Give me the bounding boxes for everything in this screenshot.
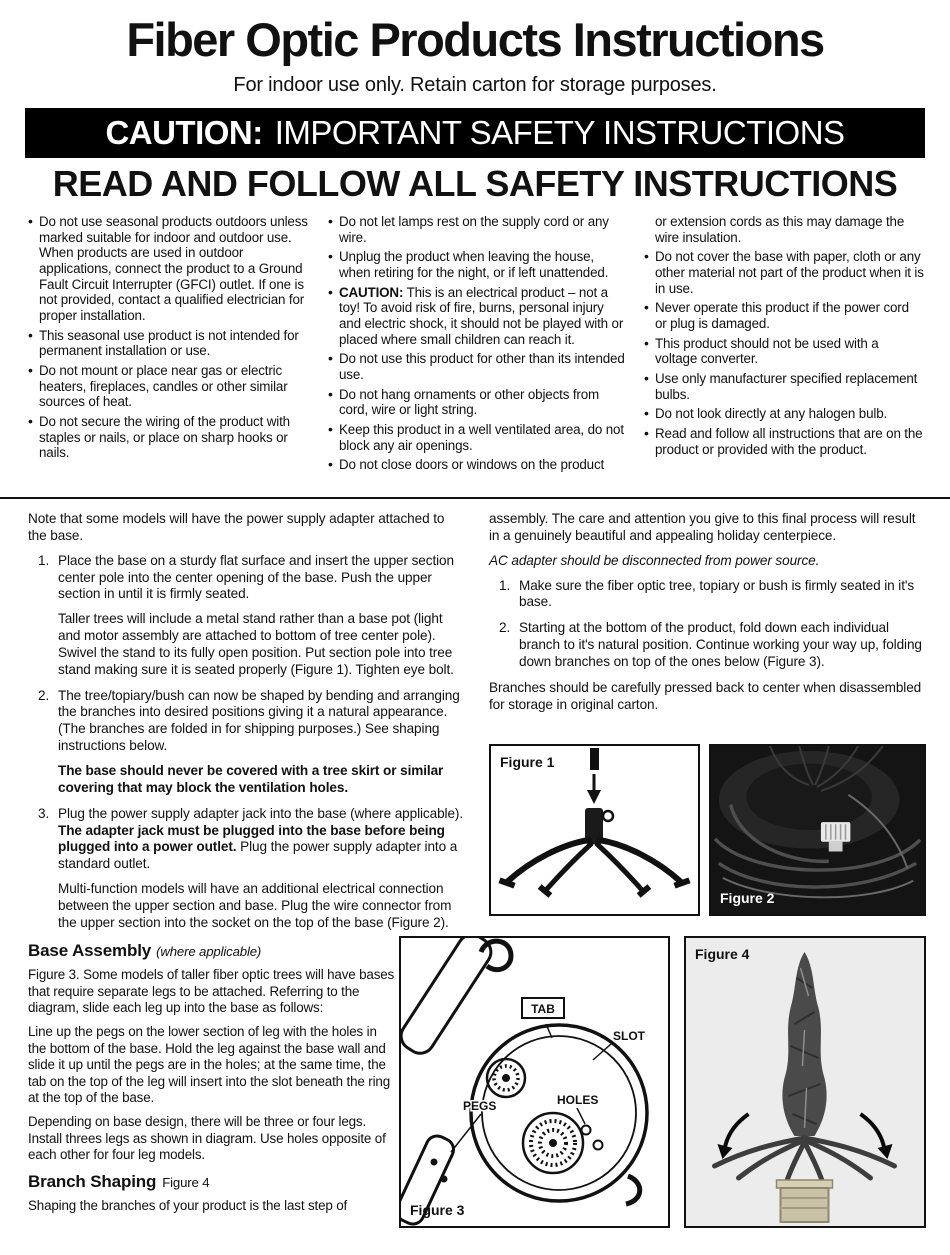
- leg-upper: [401, 938, 496, 1059]
- step-text-pre: Plug the power supply adapter jack into the base (where applicable).: [58, 805, 464, 821]
- safety-instruction-item: • CAUTION: This is an electrical product – not a toy! To avoid risk of fire, burns, personal injury and electric shock, it should not be played with or placed where small children can reach it.: [328, 285, 628, 348]
- safety-instruction-item: • Keep this product in a well ventilated area, do not block any air openings.: [328, 422, 628, 453]
- safety-instruction-item: or extension cords as this may damage the wire insulation.: [655, 214, 905, 245]
- step-number: 1.: [38, 552, 50, 568]
- shaping-instructions-right-column: [489, 511, 927, 721]
- pot-rim: [777, 1180, 833, 1188]
- figure-3-label: Figure 3: [410, 1202, 465, 1218]
- step-text: [58, 806, 464, 873]
- base-assembly-paragraph: Figure 3. Some models of taller fiber optic trees will have bases that require separate legs to be attached. Referring to the diagram, slide each leg up into the base as follows:: [28, 967, 395, 1016]
- safety-instruction-item: • Use only manufacturer specified replacement bulbs.: [644, 371, 924, 402]
- safety-column-1: [28, 214, 312, 477]
- heading-text: Branch Shaping: [28, 1171, 157, 1191]
- safety-instruction-item: • Do not secure the wiring of the product with staples or nails, or place on sharp hooks or nails.: [28, 414, 312, 461]
- step-text: The tree/topiary/bush can now be shaped by bending and arranging the branches into desired positions giving it a natural appearance. (The branches are folded in for shipping purposes.) See shaping instructions below.: [58, 687, 460, 754]
- caution-banner-label: CAUTION:: [105, 114, 263, 151]
- step-text: Starting at the bottom of the product, fold down each individual branch to it's natural position. Continue working your way up, folding down branches on top of the ones below (Figure 3).: [519, 620, 922, 669]
- figure-1-label: Figure 1: [500, 754, 555, 770]
- step-number: 3.: [38, 805, 50, 821]
- step-text: Place the base on a sturdy flat surface and insert the upper section center pole into the center opening of the base. Push the upper section in until it is firmly seated.: [58, 552, 454, 602]
- figure-4-label: Figure 4: [695, 946, 750, 962]
- safety-instruction-item: • Do not use this product for other than its intended use.: [328, 351, 628, 382]
- base-assembly-section: [28, 936, 396, 1221]
- shaping-step-1: [489, 578, 927, 612]
- safety-instruction-item: • Do not look directly at any halogen bulb.: [644, 406, 924, 422]
- base-assembly-heading: [28, 940, 396, 961]
- callout-pegs: PEGS: [463, 1099, 497, 1113]
- storage-note: Branches should be carefully pressed back to center when disassembled for storage in original carton.: [489, 679, 922, 712]
- figure-2: [709, 744, 926, 916]
- leg-curl: [626, 1176, 640, 1204]
- safety-instruction-item: • Read and follow all instructions that are on the product or provided with the product.: [644, 426, 924, 457]
- safety-instruction-item: • Do not hang ornaments or other objects from cord, wire or light string.: [328, 387, 628, 418]
- figure-4: [684, 936, 926, 1228]
- heading-text: Base Assembly: [28, 941, 152, 960]
- section-divider: [0, 497, 950, 499]
- step-text-bold: The adapter jack must be plugged into the base before being plugged into a power outlet.: [58, 822, 445, 855]
- base-assembly-paragraph: Depending on base design, there will be three or four legs. Install threes legs as shown in diagram. Use holes opposite of each other for four leg models.: [28, 1113, 386, 1163]
- assembly-note: Note that some models will have the power supply adapter attached to the base.: [28, 511, 445, 543]
- branch-shaping-heading: [28, 1171, 396, 1192]
- callout-holes: HOLES: [557, 1093, 599, 1107]
- assembly-instructions-left-column: [28, 511, 464, 941]
- assembly-step-2: [28, 688, 464, 797]
- figure-2-label: Figure 2: [720, 890, 775, 906]
- fiber-optic-tree-photo: [686, 938, 924, 1226]
- pot: [781, 1188, 829, 1222]
- callout-tab: TAB: [531, 1002, 555, 1016]
- safety-instruction-item: • Do not close doors or windows on the product: [328, 457, 628, 473]
- step-number: 2.: [499, 620, 511, 636]
- step-number: 1.: [499, 577, 511, 593]
- tree-stand-illustration: [491, 746, 698, 914]
- shaping-step-2: [489, 620, 927, 671]
- caution-banner: [25, 108, 925, 158]
- page-subtitle: For indoor use only. Retain carton for storage purposes.: [233, 74, 717, 96]
- safety-heading: READ AND FOLLOW ALL SAFETY INSTRUCTIONS: [52, 163, 898, 204]
- safety-instruction-item: • Do not use seasonal products outdoors unless marked suitable for indoor and outdoor use. When products are used in outdoor applications, connect the product to a Ground Fault Circuit Interrupter (GFCI) outlet. If one is not provided, contact a qualified electrician for proper installation.: [28, 214, 312, 324]
- figure-3: [399, 936, 670, 1228]
- safety-instructions-section: [28, 214, 924, 477]
- step-number: 2.: [38, 687, 50, 703]
- base-assembly-paragraph: Line up the pegs on the lower section of leg with the holes in the bottom of the base. Hold the leg against the base wall and slide it up until the pegs are in the holes; at the same time, the tab on the top of the leg will insert into the slot beneath the ring at the top of the base.: [28, 1023, 391, 1106]
- caution-banner-text: IMPORTANT SAFETY INSTRUCTIONS: [274, 114, 845, 151]
- branch-shaping-paragraph: Shaping the branches of your product is the last step of: [28, 1197, 348, 1213]
- figure-1: [489, 744, 700, 916]
- safety-instruction-item: • Do not let lamps rest on the supply cord or any wire.: [328, 214, 628, 245]
- safety-instruction-item: • This product should not be used with a voltage converter.: [644, 336, 924, 367]
- step-text: Taller trees will include a metal stand rather than a base pot (light and motor assembly are attached to bottom of tree center pole). Swivel the stand to its fully open position. Put section pole into tree stand making sure it is seated properly (Figure 1). Tighten eye bolt.: [58, 611, 454, 677]
- assembly-step-3: [28, 806, 464, 932]
- base-assembly-diagram: [401, 938, 668, 1226]
- heading-note: Figure 4: [162, 1174, 210, 1190]
- safety-instruction-item: • This seasonal use product is not intended for permanent installation or use.: [28, 328, 312, 359]
- base-wiring-photo: [711, 746, 924, 914]
- heading-note: (where applicable): [156, 944, 262, 959]
- step-text: Multi-function models will have an additional electrical connection between the upper section and base. Plug the wire connector from the upper section into the socket on the top of the base (Figure 2).: [58, 881, 452, 930]
- safety-column-3: [644, 214, 924, 477]
- continuation-text: assembly. The care and attention you give to this final process will result in a genuinely beautiful and appealing holiday centerpiece.: [489, 511, 916, 543]
- safety-instruction-item: • Do not cover the base with paper, cloth or any other material not part of the product when it is in use.: [644, 249, 924, 296]
- safety-column-2: [328, 214, 628, 477]
- assembly-step-1: [28, 553, 464, 679]
- step-text: Make sure the fiber optic tree, topiary or bush is firmly seated in it's base.: [519, 577, 915, 610]
- safety-instruction-item: • Never operate this product if the power cord or plug is damaged.: [644, 300, 924, 331]
- page-title: Fiber Optic Products Instructions: [126, 13, 824, 66]
- safety-instruction-item: • Unplug the product when leaving the house, when retiring for the night, or if left unattended.: [328, 249, 628, 280]
- safety-instruction-item: • Do not mount or place near gas or electric heaters, fireplaces, candles or other similar sources of heat.: [28, 363, 312, 410]
- callout-slot: SLOT: [613, 1029, 645, 1043]
- step-text-post: Plug the power supply adapter into a standard outlet.: [58, 839, 458, 872]
- step-warning-text: The base should never be covered with a tree skirt or similar covering that may block the ventilation holes.: [58, 762, 444, 795]
- ac-adapter-note: AC adapter should be disconnected from power source.: [489, 552, 820, 568]
